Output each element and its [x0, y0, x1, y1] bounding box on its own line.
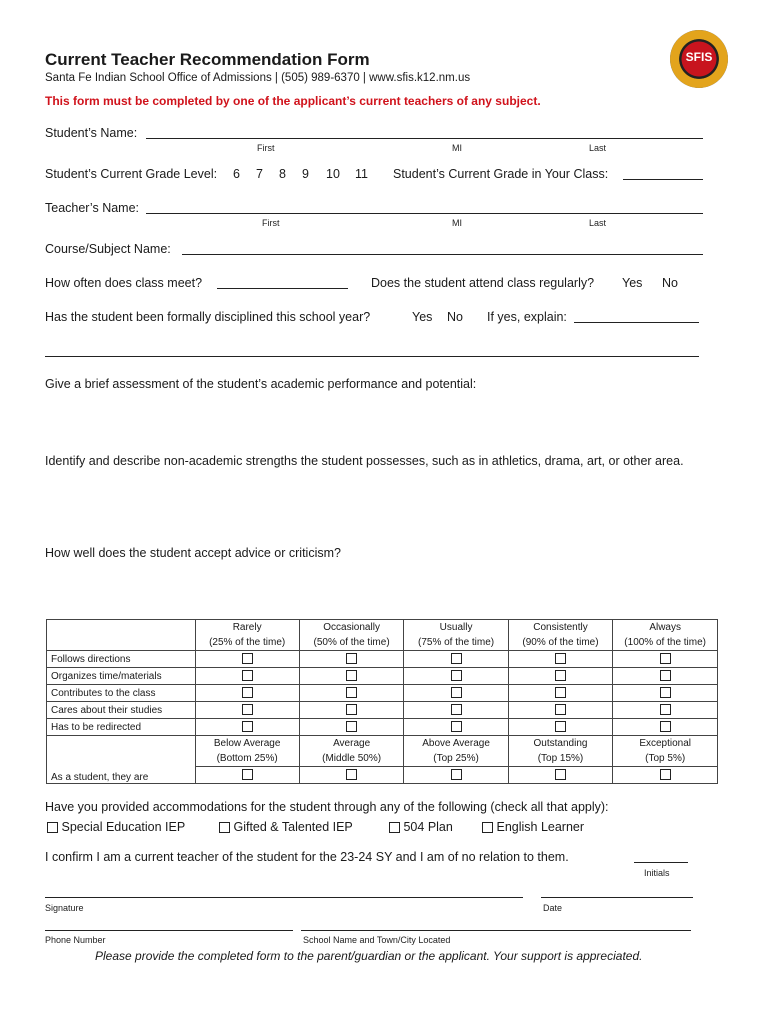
- rating-pct: (Top 5%): [645, 753, 686, 764]
- checkbox[interactable]: [555, 687, 566, 698]
- row-label: Has to be redirected: [47, 719, 196, 736]
- checkbox[interactable]: [482, 822, 493, 833]
- phone-input[interactable]: [45, 930, 293, 931]
- header-subtitle: Santa Fe Indian School Office of Admissions | (505) 989-6370 | www.sfis.k12.nm.us: [45, 72, 471, 84]
- teacher-mi-caption: MI: [452, 218, 462, 228]
- rating-name: Above Average: [422, 738, 490, 749]
- table-corner: [47, 620, 196, 651]
- student-name-label: Student’s Name:: [45, 126, 138, 140]
- discipline-no[interactable]: No: [447, 310, 463, 324]
- date-input[interactable]: [541, 897, 693, 898]
- option-label: Special Education IEP: [61, 820, 186, 834]
- checkbox[interactable]: [451, 670, 462, 681]
- table-row: [47, 719, 718, 736]
- rating-header-average: [299, 736, 404, 767]
- grade-option-8[interactable]: 8: [279, 167, 286, 181]
- checkbox[interactable]: [47, 822, 58, 833]
- phone-caption: Phone Number: [45, 935, 106, 945]
- date-caption: Date: [543, 903, 563, 913]
- checkbox[interactable]: [242, 704, 253, 715]
- explain-continuation-input[interactable]: [45, 356, 699, 357]
- course-input[interactable]: [182, 254, 703, 255]
- checkbox[interactable]: [242, 769, 253, 780]
- checkbox[interactable]: [555, 721, 566, 732]
- attend-yes[interactable]: Yes: [622, 276, 643, 290]
- rating-pct: (Middle 50%): [322, 753, 382, 764]
- initials-caption: Initials: [644, 868, 670, 878]
- student-last-caption: Last: [589, 143, 607, 153]
- rating-name: Below Average: [213, 738, 281, 749]
- school-input[interactable]: [301, 930, 691, 931]
- checkbox[interactable]: [451, 769, 462, 780]
- class-meet-input[interactable]: [217, 288, 348, 289]
- checkbox[interactable]: [242, 721, 253, 732]
- footer-note: Please provide the completed form to the parent/guardian or the applicant. Your support is appreciated.: [95, 949, 643, 963]
- grade-option-7[interactable]: 7: [256, 167, 263, 181]
- rating-header-outstanding: [508, 736, 613, 767]
- teacher-first-caption: First: [262, 218, 280, 228]
- col-header-rarely: [195, 620, 299, 651]
- col-name: Rarely: [232, 622, 262, 633]
- checkbox[interactable]: [346, 704, 357, 715]
- teacher-name-label: Teacher’s Name:: [45, 201, 140, 215]
- accommodations-question: Have you provided accommodations for the student through any of the following (check all that apply):: [45, 800, 609, 814]
- rating-pct: (Bottom 25%): [216, 753, 278, 764]
- checkbox[interactable]: [389, 822, 400, 833]
- col-header-occasionally: [299, 620, 404, 651]
- grade-option-10[interactable]: 10: [326, 167, 340, 181]
- attend-label: Does the student attend class regularly?: [371, 276, 595, 290]
- checkbox[interactable]: [660, 721, 671, 732]
- grade-option-6[interactable]: 6: [233, 167, 240, 181]
- rating-name: Outstanding: [533, 738, 588, 749]
- discipline-yes[interactable]: Yes: [412, 310, 433, 324]
- checkbox[interactable]: [660, 670, 671, 681]
- table-row: [47, 702, 718, 719]
- checkbox[interactable]: [219, 822, 230, 833]
- checkbox[interactable]: [451, 721, 462, 732]
- accommodation-special-ed[interactable]: [47, 820, 185, 834]
- rating-header-below-average: [195, 736, 299, 767]
- checkbox[interactable]: [660, 653, 671, 664]
- grade-option-9[interactable]: 9: [302, 167, 309, 181]
- option-label: Gifted & Talented IEP: [233, 820, 353, 834]
- col-pct: (75% of the time): [417, 637, 495, 648]
- rating-header-exceptional: [613, 736, 718, 767]
- col-name: Occasionally: [323, 622, 380, 633]
- page-title: Current Teacher Recommendation Form: [45, 50, 370, 69]
- checkbox[interactable]: [346, 687, 357, 698]
- checkbox[interactable]: [242, 687, 253, 698]
- explain-label: If yes, explain:: [487, 310, 567, 324]
- accommodation-english-learner[interactable]: [482, 820, 584, 834]
- option-label: English Learner: [496, 820, 585, 834]
- table-row: [47, 668, 718, 685]
- class-grade-label: Student’s Current Grade in Your Class:: [393, 167, 609, 181]
- checkbox[interactable]: [660, 769, 671, 780]
- nonacademic-question: Identify and describe non-academic strengths the student possesses, such as in athletics, drama, art, or other area.: [45, 454, 684, 468]
- confirm-text: I confirm I am a current teacher of the student for the 23-24 SY and I am of no relation to them.: [45, 850, 569, 864]
- academic-question: Give a brief assessment of the student’s academic performance and potential:: [45, 377, 477, 391]
- teacher-last-caption: Last: [589, 218, 607, 228]
- checkbox[interactable]: [660, 704, 671, 715]
- col-header-always: [613, 620, 718, 651]
- class-grade-input[interactable]: [623, 179, 703, 180]
- rating-name: Average: [333, 738, 371, 749]
- checkbox[interactable]: [555, 769, 566, 780]
- col-name: Usually: [439, 622, 473, 633]
- table-row: [47, 651, 718, 668]
- col-name: Consistently: [533, 622, 588, 633]
- behavior-rating-table: [46, 619, 718, 784]
- row-label: Organizes time/materials: [47, 668, 196, 685]
- rating-header-above-average: [404, 736, 508, 767]
- col-header-consistently: [508, 620, 613, 651]
- col-pct: (100% of the time): [624, 637, 707, 648]
- school-caption: School Name and Town/City Located: [303, 935, 451, 945]
- logo-text: SFIS: [685, 50, 713, 64]
- accommodation-504[interactable]: [389, 820, 453, 834]
- student-first-caption: First: [257, 143, 275, 153]
- explain-input[interactable]: [574, 322, 699, 323]
- checkbox[interactable]: [451, 653, 462, 664]
- checkbox[interactable]: [346, 769, 357, 780]
- table-row: [47, 685, 718, 702]
- course-label: Course/Subject Name:: [45, 242, 171, 256]
- option-label: 504 Plan: [403, 820, 453, 834]
- col-pct: (50% of the time): [313, 637, 390, 648]
- attend-no[interactable]: No: [662, 276, 678, 290]
- initials-input[interactable]: [634, 862, 688, 863]
- col-name: Always: [649, 622, 681, 633]
- student-mi-caption: MI: [452, 143, 462, 153]
- row-label: Cares about their studies: [47, 702, 196, 719]
- grade-option-11[interactable]: 11: [355, 167, 368, 181]
- col-header-usually: [404, 620, 508, 651]
- checkbox[interactable]: [451, 704, 462, 715]
- checkbox[interactable]: [242, 670, 253, 681]
- checkbox[interactable]: [346, 721, 357, 732]
- class-meet-label: How often does class meet?: [45, 276, 203, 290]
- notice-text: This form must be completed by one of the applicant’s current teachers of any subject.: [45, 94, 541, 108]
- checkbox[interactable]: [660, 687, 671, 698]
- row-label: Follows directions: [47, 651, 196, 668]
- rating-pct: (Top 15%): [537, 753, 584, 764]
- checkbox[interactable]: [555, 670, 566, 681]
- checkbox[interactable]: [242, 653, 253, 664]
- row-label: Contributes to the class: [47, 685, 196, 702]
- col-pct: (90% of the time): [522, 637, 599, 648]
- accommodation-gifted[interactable]: [219, 820, 353, 834]
- checkbox[interactable]: [346, 653, 357, 664]
- student-name-input[interactable]: [146, 138, 703, 139]
- checkbox[interactable]: [555, 704, 566, 715]
- signature-input[interactable]: [45, 897, 523, 898]
- sfis-logo: [670, 30, 728, 88]
- rating-pct: (Top 25%): [433, 753, 479, 764]
- teacher-name-input[interactable]: [146, 213, 703, 214]
- discipline-label: Has the student been formally disciplined this school year?: [45, 310, 371, 324]
- rating-row-label: As a student, they are: [47, 736, 196, 784]
- col-pct: (25% of the time): [209, 637, 286, 648]
- advice-question: How well does the student accept advice or criticism?: [45, 546, 341, 560]
- checkbox[interactable]: [555, 653, 566, 664]
- signature-caption: Signature: [45, 903, 84, 913]
- checkbox[interactable]: [346, 670, 357, 681]
- checkbox[interactable]: [451, 687, 462, 698]
- grade-level-label: Student’s Current Grade Level:: [45, 167, 218, 181]
- rating-name: Exceptional: [639, 738, 692, 749]
